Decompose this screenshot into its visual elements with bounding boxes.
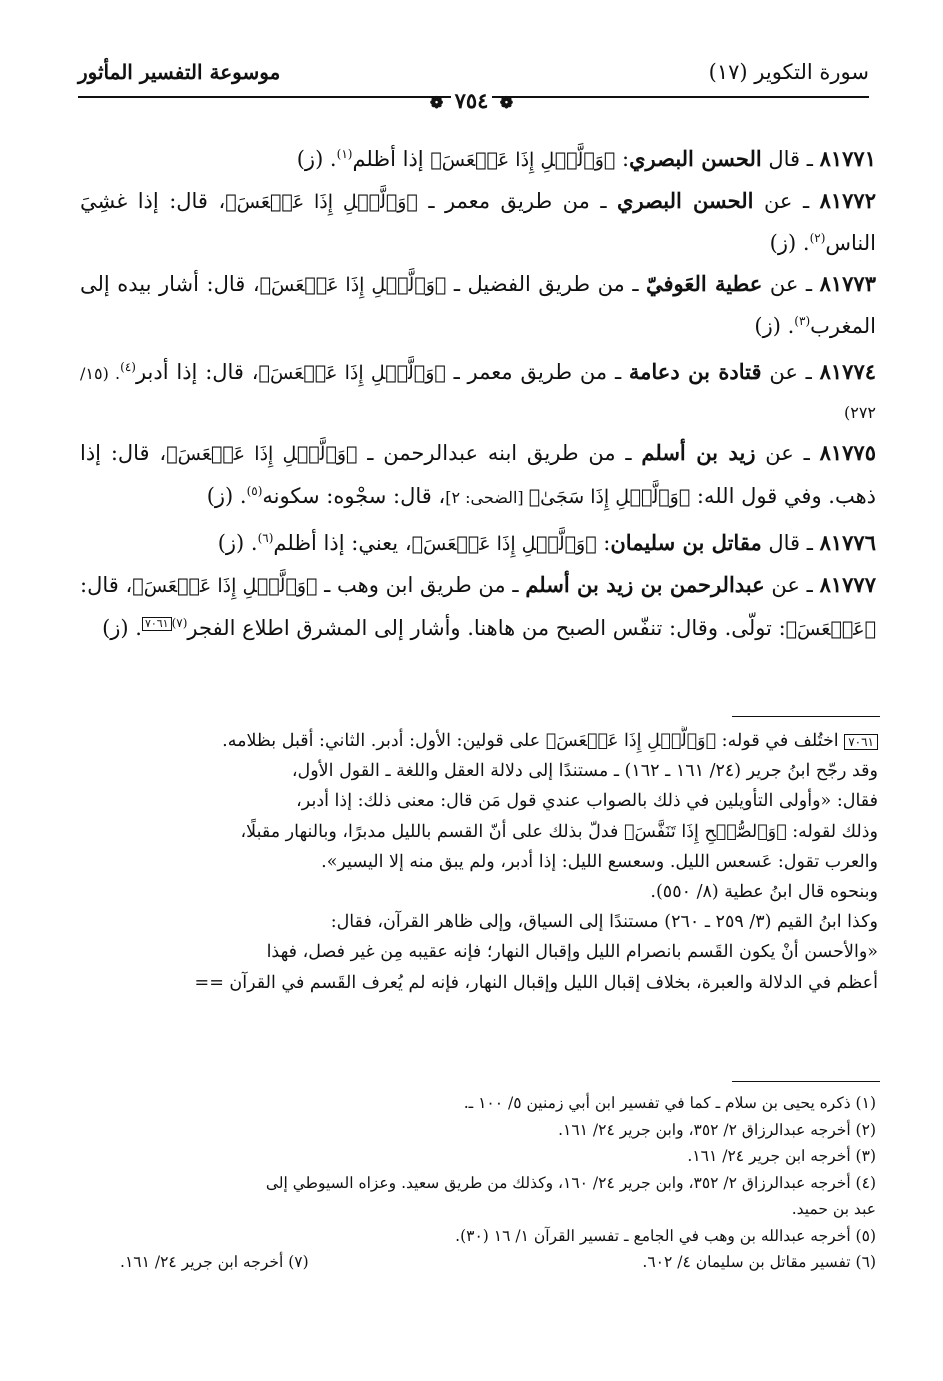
footnote-ref: (٧) [171,615,188,630]
surah-title: سورة التكوير (١٧) [708,60,869,84]
commentary-line: وقد رجّح ابنُ جرير (٢٤/ ١٦١ ـ ١٦٢) ـ مستندًا إلى دلالة العقل واللغة ـ القول الأول، [291,761,878,782]
footnote-ref: (٢) [809,231,826,246]
entry: ٨١٧٧١ ـ قال الحسن البصري: ﴿وَٱلَّيۡلِ إِذَا عَسۡعَسَ﴾ إذا أظلم$^{(١)}$. (ز) [296,146,876,171]
footnote-ref: (٤) [120,359,136,374]
entry-number: ٨١٧٧٢ [819,187,876,213]
quran-verse: ﴿وَٱلَّيۡلِ إِذَا عَسۡعَسَ﴾ [430,149,616,171]
commentary-line: فقال: «وأولى التأويلين في ذلك بالصواب عندي قول مَن قال: معنى ذلك: إذا أدبر، [296,791,878,812]
entry-number: ٨١٧٧٤ [819,358,877,384]
quran-verse: ﴿وَٱلَّيۡلِ إِذَا عَسۡعَسَ﴾ [259,273,447,296]
footnote: (٦) تفسير مقاتل بن سليمان ٤/ ٦٠٢. [642,1253,876,1271]
entry-number: ٨١٧٧٧ [819,571,876,597]
footnote: (٤) أخرجه عبدالرزاق ٢/ ٣٥٢، وابن جرير ٢٤/ ١٦٠، وكذلك من طريق سعيد. وعزاه السيوطي إلى [265,1173,876,1192]
quran-verse: ﴿وَٱلَّيۡلِ إِذَا عَسۡعَسَ﴾ [166,443,358,466]
book-title: موسوعة التفسير المأثور [78,60,281,84]
narrator-name: عطية العَوفيّ [646,270,763,296]
commentary-line: وبنحوه قال ابنُ عطية (٨/ ٥٥٠). [650,882,878,903]
entry: ٨١٧٧٤ ـ عن قتادة بن دعامة ـ من طريق معمر ـ ﴿وَٱلَّيۡلِ إِذَا عَسۡعَسَ﴾، قال: إذا أدبر$^{(٤)}$. (١٥/ ٢٧٢) [80,358,877,422]
ornament-right: ❁ [499,93,514,112]
footnote-ref: (٣) [794,314,811,329]
quran-verse: ﴿عَسۡعَسَ﴾ [785,617,876,640]
entry-number: ٨١٧٧٣ [819,270,876,296]
narrator-name: عبدالرحمن بن زيد بن أسلم [525,571,765,597]
footnote: (٣) أخرجه ابن جرير ٢٤/ ١٦١. [687,1147,876,1165]
footnote: عبد بن حميد. [791,1200,876,1218]
narrator-name: الحسن البصري [617,187,754,213]
narrator-name: الحسن البصري [629,146,762,171]
page-number: ٧٥٤ [451,88,493,113]
quran-verse: ﴿وَٱلَّيۡلِ إِذَا عَسۡعَسَ﴾ [225,190,418,213]
commentary-line: أعظم في الدلالة والعبرة، بخلاف إقبال الليل وإقبال النهار، فإنه لم يُعرف القَسم في القرآن == [194,972,878,993]
entry: ٨١٧٧٣ ـ عن عطية العَوفيّ ـ من طريق الفضيل ـ ﴿وَٱلَّيۡلِ إِذَا عَسۡعَسَ﴾، قال: أشار بيده إلى المغرب$^{(٣)}$. (ز) [80,270,876,339]
page-number-line [0,88,943,113]
commentary-line: ٧٠٦١ اختُلف في قوله: ﴿وَٱلَّيۡلِ إِذَا عَسۡعَسَ﴾ على قولين: الأول: أدبر. الثاني: أقبل بظلامه. [66,726,878,756]
quran-verse: ﴿وَٱلَّيۡلِ إِذَا عَسۡعَسَ﴾ [411,533,597,556]
footnotes [80,1090,876,1276]
footnote-pair [80,1249,876,1276]
commentary-tag: ٧٠٦١ [142,617,172,631]
entry-number: ٨١٧٧١ [819,146,876,171]
commentary-line: والعرب تقول: عَسعس الليل. وسعسع الليل: إذا أدبر، ولم يبق منه إلا اليسير». [321,851,878,872]
footnote: (٧) أخرجه ابن جرير ٢٤/ ١٦١. [120,1253,309,1271]
commentary-line: وذلك لقوله: ﴿وَٱلصُّبۡحِ إِذَا تَنَفَّسَ﴾ فدلّ بذلك على أنّ القسم بالليل مدبرًا، وبالنهار مقبلًا، [240,821,878,842]
entry-number: ٨١٧٧٦ [819,530,876,556]
quran-verse: ﴿وَٱلَّيۡلِ إِذَا عَسۡعَسَ﴾ [132,574,318,597]
footnote-ref: (١) [336,147,353,161]
footnote-ref: (٦) [257,531,274,546]
footnote-rule [732,1081,880,1082]
footnote: (٢) أخرجه عبدالرزاق ٢/ ٣٥٢، وابن جرير ٢٤/ ١٦١. [558,1120,876,1139]
commentary-tag: ٧٠٦١ [844,734,878,750]
entry-number: ٨١٧٧٥ [819,440,876,466]
entry: ٨١٧٧٧ ـ عن عبدالرحمن بن زيد بن أسلم ـ من طريق ابن وهب ـ ﴿وَٱلَّيۡلِ إِذَا عَسۡعَسَ﴾، قال: ﴿عَسۡعَسَ﴾: تولّى. وقال: تنفّس الصبح من هاهنا. وأشار إلى المشرق اطلاع الفجر$^{(٧)}$٧٠٦١. (ز) [80,571,876,640]
footnote-ref: (٥) [246,483,263,498]
separator-rule [732,716,880,717]
quran-verse: ﴿وَٱلَّيۡلِ إِذَا عَسۡعَسَ﴾ [258,361,446,384]
ornament-left: ❁ [429,93,444,112]
narrator-name: مقاتل بن سليمان [610,530,762,556]
quran-verse: ﴿وَٱلَّيۡلِ إِذَا سَجَىٰ﴾ [528,485,691,508]
footnote: (٥) أخرجه عبدالله بن وهب في الجامع ـ تفسير القرآن ١/ ١٦ (٣٠). [455,1226,876,1245]
main-text [80,136,876,651]
commentary-line: «والأحسن أنْ يكون القَسم بانصرام الليل وإقبال النهار؛ فإنه عقيبه مِن غير فصل، فهذا [266,942,878,963]
footnote: (١) ذكره يحيى بن سلام ـ كما في تفسير ابن أبي زمنين ٥/ ١٠٠ ـ. [463,1094,876,1112]
entry: ٨١٧٧٦ ـ قال مقاتل بن سليمان: ﴿وَٱلَّيۡلِ إِذَا عَسۡعَسَ﴾، يعني: إذا أظلم$^{(٦)}$. (ز) [217,530,876,556]
entry: ٨١٧٧٢ ـ عن الحسن البصري ـ من طريق معمر ـ ﴿وَٱلَّيۡلِ إِذَا عَسۡعَسَ﴾، قال: إذا غشِيَ الناس$^{(٢)}$. (ز) [80,187,876,256]
surah-reference: [الضحى: ٢] [445,487,529,507]
commentary-box [66,726,878,998]
narrator-name: قتادة بن دعامة [628,358,762,384]
entry: ٨١٧٧٥ ـ عن زيد بن أسلم ـ من طريق ابنه عبدالرحمن ـ ﴿وَٱلَّيۡلِ إِذَا عَسۡعَسَ﴾، قال: إذا ذهب. وفي قول الله: ﴿وَٱلَّيۡلِ إِذَا سَجَىٰ﴾ [الضحى: ٢]، قال: سجْوه: سكونه$^{(٥)}$. (ز) [80,440,876,508]
narrator-name: زيد بن أسلم [641,440,756,466]
commentary-line: وكذا ابنُ القيم (٣/ ٢٥٩ ـ ٢٦٠) مستندًا إلى السياق، وإلى ظاهر القرآن، فقال: [330,912,878,933]
